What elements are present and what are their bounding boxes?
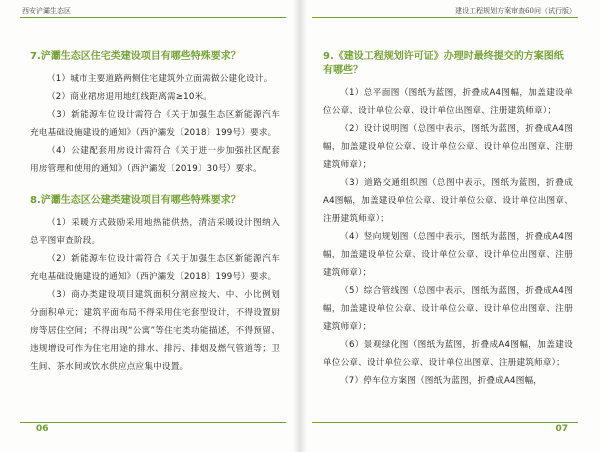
question-9-item-3: （3）道路交通组织图（总图中表示，图纸为蓝图，折叠成A4图幅，加盖建设单位公章、设计单位公章、设计单位出图章、注册建筑师章）； (323, 178, 573, 224)
right-running-header: 建设工程规划方案审查60问（试行版） (455, 7, 576, 15)
question-9-item-7: （7）停车位方案图（图纸为蓝图，折叠成A4图幅， (340, 376, 543, 386)
question-9-item-2: （2）设计说明图（总图中表示，图纸为蓝图，折叠成A4图幅，加盖建设单位公章、设计单位公章、设计单位出图章、注册建筑师章）； (323, 124, 573, 170)
right-page (300, 0, 600, 452)
left-header-rule (20, 17, 286, 18)
question-8-title: 8.浐灞生态区公建类建设项目有哪些特殊要求？ (30, 195, 241, 206)
question-9-item-5: （5）综合管线图（总图中表示，图纸为蓝图，折叠成A4图幅，加盖建设单位公章、设计单位公章、设计单位出图章、注册建筑师章）； (323, 286, 573, 332)
right-page-number: 07 (555, 424, 568, 434)
question-7-item-1: （1）城市主要道路两侧住宅建筑外立面需做公建化设计。 (47, 74, 273, 84)
question-7-item-2: （2）商业裙房退用地红线距离需≥10米。 (47, 92, 213, 102)
question-9-item-1: （1）总平面图（图纸为蓝图，折叠成A4图幅，加盖建设单位公章、设计单位公章、设计单位出图章、注册建筑师章）； (323, 88, 573, 116)
question-7-item-3: （3）新能源车位设计需符合《关于加强生态区新能源汽车充电基础设施建设的通知》（西沪灞发〔2018〕199号）要求。 (30, 110, 280, 138)
question-7-title: 7.浐灞生态区住宅类建设项目有哪些特殊要求？ (30, 51, 241, 62)
question-8-item-1: （1）采暖方式鼓励采用地热能供热，清洁采暖设计图纳入总平图审查阶段。 (30, 218, 280, 246)
question-9-item-6: （6）景观绿化图（图纸为蓝图，折叠成A4图幅，加盖建设单位公章、设计单位公章、设计单位出图章、注册建筑师章）； (323, 340, 573, 368)
right-content (323, 50, 573, 390)
question-8-item-3: （3）商办类建设项目建筑面积分割应按大、中、小比例划分面积单元；建筑平面布局不得采用住宅套型设计，不得设置厨房等居住空间；不得出现“公寓”等住宅类功能描述，不得预留、违规增设可作为住宅用途的排水、排污、排烟及燃气管道等；卫生间、茶水间或饮水供应点应集中设置。 (30, 290, 280, 372)
question-9-title: 9.《建设工程规划许可证》办理时最终提交的方案图纸有哪些？ (323, 51, 564, 76)
right-footer-rule (312, 422, 578, 423)
left-running-header: 西安浐灞生态区 (22, 7, 71, 15)
book-gutter-shadow (293, 0, 307, 452)
question-9-item-4: （4）竖向规划图（总图中表示，图纸为蓝图，折叠成A4图幅，加盖建设单位公章、设计单位公章、设计单位出图章、注册建筑师章）； (323, 232, 573, 278)
left-footer-rule (20, 422, 286, 423)
question-8-item-2: （2）新能源车位设计需符合《关于加强生态区新能源汽车充电基础设施建设的通知》（西沪灞发〔2018〕199号）要求。 (30, 254, 280, 282)
left-page-number: 06 (36, 424, 49, 434)
left-content (30, 50, 280, 376)
right-header-rule (312, 17, 578, 18)
question-7-item-4: （4）公建配套用房设计需符合《关于进一步加强社区配套用房管理和使用的通知》（西沪灞发〔2019〕30号）要求。 (30, 146, 280, 174)
